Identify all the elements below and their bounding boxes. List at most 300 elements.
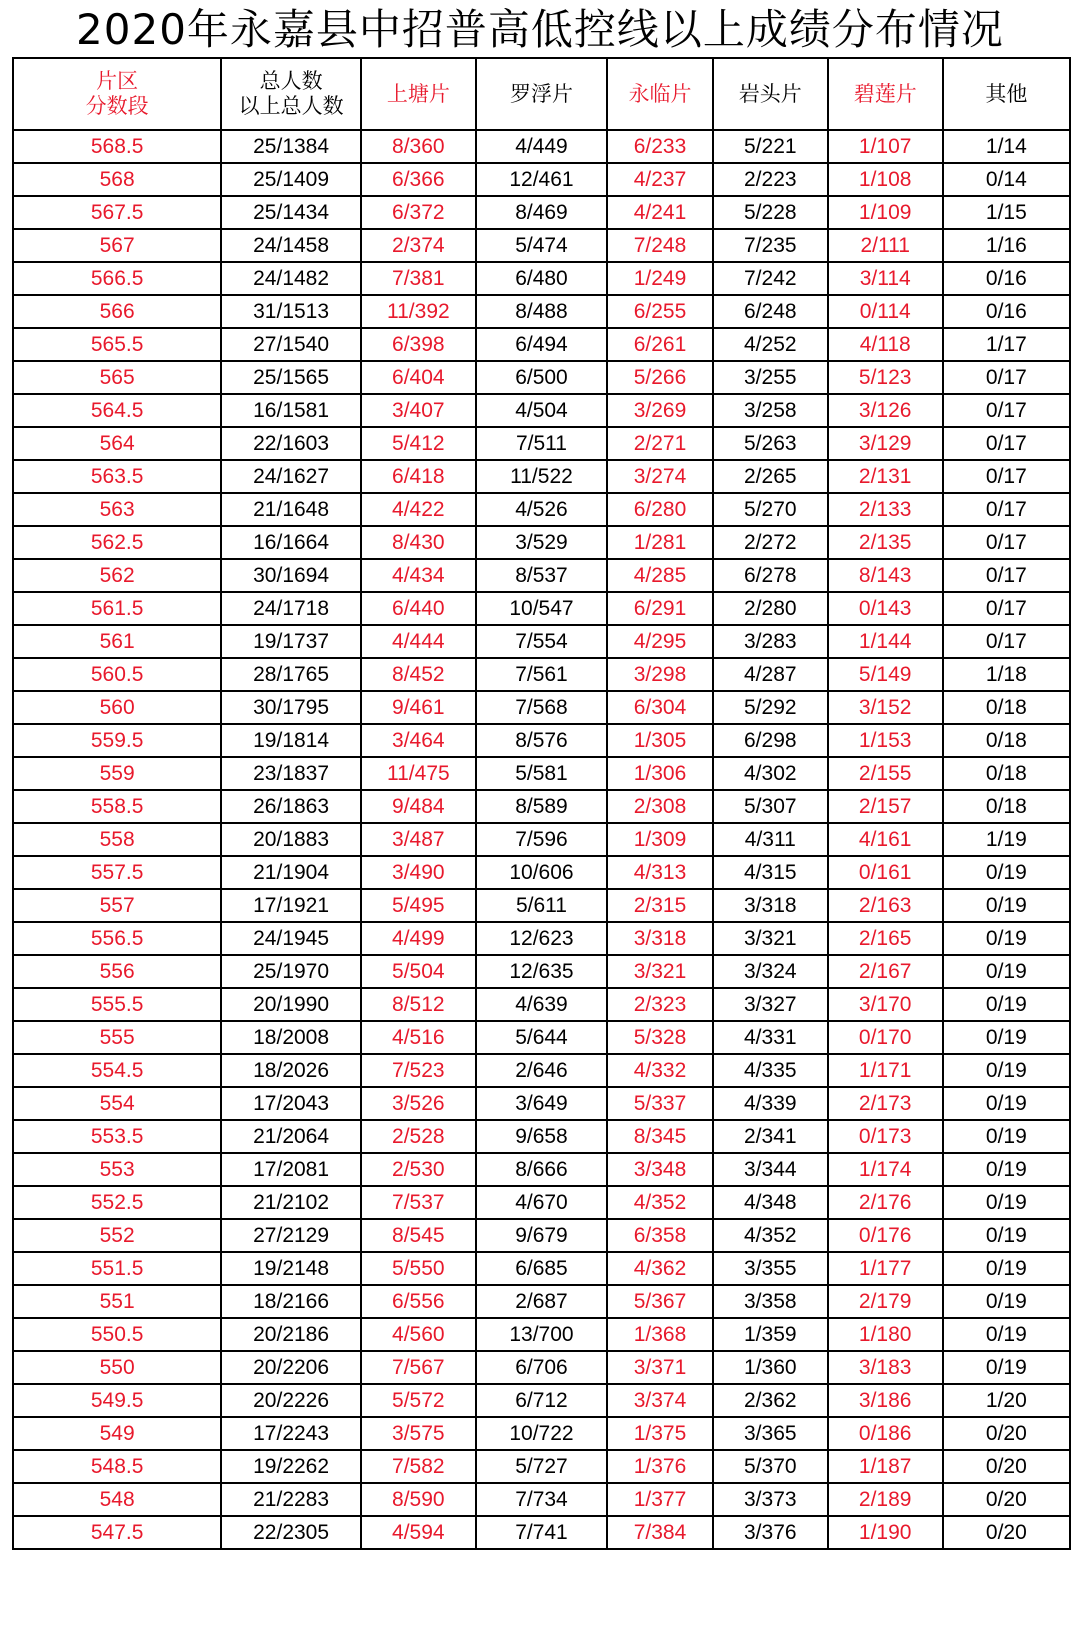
cell-luofu: 5/727: [476, 1450, 607, 1483]
cell-bilian: 4/161: [828, 823, 943, 856]
cell-yonglin: 1/281: [607, 526, 713, 559]
cell-total: 24/1482: [221, 262, 361, 295]
cell-total: 28/1765: [221, 658, 361, 691]
header-total: [221, 58, 361, 130]
cell-total: 21/2102: [221, 1186, 361, 1219]
table-row: [13, 196, 1070, 229]
cell-bilian: 3/129: [828, 427, 943, 460]
cell-shangtang: 6/372: [361, 196, 476, 229]
cell-luofu: 7/561: [476, 658, 607, 691]
cell-luofu: 12/461: [476, 163, 607, 196]
cell-other: 0/18: [943, 724, 1070, 757]
header-bilian: 碧莲片: [828, 58, 943, 130]
cell-total: 21/2064: [221, 1120, 361, 1153]
cell-bilian: 0/176: [828, 1219, 943, 1252]
cell-luofu: 4/670: [476, 1186, 607, 1219]
cell-score: 551.5: [13, 1252, 221, 1285]
table-row: [13, 1351, 1070, 1384]
cell-luofu: 6/500: [476, 361, 607, 394]
table-row: [13, 526, 1070, 559]
cell-yonglin: 3/321: [607, 955, 713, 988]
cell-yonglin: 3/318: [607, 922, 713, 955]
cell-yonglin: 6/291: [607, 592, 713, 625]
cell-total: 21/2283: [221, 1483, 361, 1516]
cell-yantou: 4/315: [713, 856, 828, 889]
cell-shangtang: 7/537: [361, 1186, 476, 1219]
table-row: [13, 790, 1070, 823]
cell-score: 566.5: [13, 262, 221, 295]
cell-total: 19/2148: [221, 1252, 361, 1285]
cell-bilian: 3/152: [828, 691, 943, 724]
cell-bilian: 2/131: [828, 460, 943, 493]
table-row: [13, 955, 1070, 988]
cell-bilian: 3/126: [828, 394, 943, 427]
cell-luofu: 5/644: [476, 1021, 607, 1054]
cell-luofu: 7/734: [476, 1483, 607, 1516]
cell-other: 0/19: [943, 1087, 1070, 1120]
cell-other: 1/15: [943, 196, 1070, 229]
cell-yonglin: 2/323: [607, 988, 713, 1021]
cell-yonglin: 3/348: [607, 1153, 713, 1186]
cell-total: 20/1990: [221, 988, 361, 1021]
cell-score: 563: [13, 493, 221, 526]
cell-shangtang: 8/512: [361, 988, 476, 1021]
table-row: [13, 394, 1070, 427]
cell-total: 18/2026: [221, 1054, 361, 1087]
cell-yantou: 3/258: [713, 394, 828, 427]
cell-shangtang: 6/418: [361, 460, 476, 493]
cell-yonglin: 1/375: [607, 1417, 713, 1450]
cell-shangtang: 7/582: [361, 1450, 476, 1483]
cell-score: 568: [13, 163, 221, 196]
table-row: [13, 493, 1070, 526]
cell-score: 568.5: [13, 130, 221, 163]
cell-other: 0/19: [943, 1120, 1070, 1153]
cell-shangtang: 3/407: [361, 394, 476, 427]
cell-yantou: 5/263: [713, 427, 828, 460]
cell-shangtang: 3/490: [361, 856, 476, 889]
cell-yantou: 4/335: [713, 1054, 828, 1087]
cell-yantou: 3/358: [713, 1285, 828, 1318]
cell-other: 0/19: [943, 1153, 1070, 1186]
header-luofu: 罗浮片: [476, 58, 607, 130]
cell-luofu: 8/537: [476, 559, 607, 592]
cell-luofu: 2/687: [476, 1285, 607, 1318]
cell-yonglin: 2/271: [607, 427, 713, 460]
cell-other: 0/19: [943, 1285, 1070, 1318]
cell-yantou: 3/376: [713, 1516, 828, 1549]
cell-yonglin: 1/249: [607, 262, 713, 295]
cell-score: 549: [13, 1417, 221, 1450]
cell-yonglin: 4/241: [607, 196, 713, 229]
cell-shangtang: 8/430: [361, 526, 476, 559]
cell-yonglin: 3/269: [607, 394, 713, 427]
cell-shangtang: 8/452: [361, 658, 476, 691]
cell-other: 1/20: [943, 1384, 1070, 1417]
cell-other: 0/19: [943, 1186, 1070, 1219]
header-shangtang: 上塘片: [361, 58, 476, 130]
cell-score: 555.5: [13, 988, 221, 1021]
cell-luofu: 7/511: [476, 427, 607, 460]
cell-yantou: 3/283: [713, 625, 828, 658]
cell-score: 553.5: [13, 1120, 221, 1153]
cell-other: 0/19: [943, 1252, 1070, 1285]
cell-total: 30/1795: [221, 691, 361, 724]
page-title: 2020年永嘉县中招普高低控线以上成绩分布情况: [76, 5, 1004, 54]
table-row: [13, 823, 1070, 856]
cell-total: 19/1737: [221, 625, 361, 658]
cell-yonglin: 1/377: [607, 1483, 713, 1516]
cell-other: 0/17: [943, 625, 1070, 658]
cell-other: 1/18: [943, 658, 1070, 691]
cell-yonglin: 1/305: [607, 724, 713, 757]
cell-yonglin: 6/261: [607, 328, 713, 361]
cell-yantou: 4/311: [713, 823, 828, 856]
cell-score: 559.5: [13, 724, 221, 757]
cell-total: 17/1921: [221, 889, 361, 922]
table-row: [13, 1120, 1070, 1153]
table-row: [13, 1153, 1070, 1186]
cell-total: 19/1814: [221, 724, 361, 757]
cell-yonglin: 1/306: [607, 757, 713, 790]
cell-luofu: 3/529: [476, 526, 607, 559]
cell-shangtang: 8/590: [361, 1483, 476, 1516]
table-row: [13, 1318, 1070, 1351]
table-row: [13, 1285, 1070, 1318]
cell-score: 566: [13, 295, 221, 328]
cell-shangtang: 4/422: [361, 493, 476, 526]
cell-luofu: 6/685: [476, 1252, 607, 1285]
cell-score: 560.5: [13, 658, 221, 691]
cell-total: 27/1540: [221, 328, 361, 361]
cell-luofu: 8/589: [476, 790, 607, 823]
cell-other: 0/17: [943, 394, 1070, 427]
table-row: [13, 262, 1070, 295]
cell-yonglin: 3/274: [607, 460, 713, 493]
cell-shangtang: 9/484: [361, 790, 476, 823]
cell-other: 0/18: [943, 790, 1070, 823]
cell-luofu: 4/526: [476, 493, 607, 526]
cell-other: 0/20: [943, 1483, 1070, 1516]
cell-score: 552.5: [13, 1186, 221, 1219]
cell-score: 554.5: [13, 1054, 221, 1087]
cell-total: 27/2129: [221, 1219, 361, 1252]
cell-score: 564.5: [13, 394, 221, 427]
cell-total: 25/1434: [221, 196, 361, 229]
cell-yantou: 4/331: [713, 1021, 828, 1054]
cell-shangtang: 11/392: [361, 295, 476, 328]
cell-other: 0/16: [943, 295, 1070, 328]
table-row: [13, 1219, 1070, 1252]
table-row: [13, 625, 1070, 658]
cell-shangtang: 2/374: [361, 229, 476, 262]
table-row: [13, 361, 1070, 394]
table-row: [13, 922, 1070, 955]
table-row: [13, 1087, 1070, 1120]
cell-luofu: 6/494: [476, 328, 607, 361]
header-region-label: 片区: [96, 69, 139, 93]
cell-yonglin: 6/358: [607, 1219, 713, 1252]
cell-yantou: 3/327: [713, 988, 828, 1021]
cell-yonglin: 2/315: [607, 889, 713, 922]
cell-yonglin: 5/328: [607, 1021, 713, 1054]
cell-yantou: 5/307: [713, 790, 828, 823]
cell-score: 567: [13, 229, 221, 262]
cell-shangtang: 6/398: [361, 328, 476, 361]
cell-bilian: 1/144: [828, 625, 943, 658]
cell-total: 30/1694: [221, 559, 361, 592]
cell-bilian: 2/135: [828, 526, 943, 559]
cell-bilian: 1/187: [828, 1450, 943, 1483]
cell-total: 24/1627: [221, 460, 361, 493]
cell-shangtang: 3/526: [361, 1087, 476, 1120]
table-row: [13, 163, 1070, 196]
cell-score: 558: [13, 823, 221, 856]
cell-bilian: 2/176: [828, 1186, 943, 1219]
cell-other: 0/19: [943, 955, 1070, 988]
cell-luofu: 8/666: [476, 1153, 607, 1186]
header-score-label: 分数段: [85, 94, 149, 118]
cell-bilian: 2/173: [828, 1087, 943, 1120]
cell-yantou: 6/248: [713, 295, 828, 328]
cell-luofu: 10/722: [476, 1417, 607, 1450]
cell-yantou: 3/324: [713, 955, 828, 988]
cell-luofu: 9/658: [476, 1120, 607, 1153]
cell-shangtang: 11/475: [361, 757, 476, 790]
cell-luofu: 12/623: [476, 922, 607, 955]
cell-luofu: 8/576: [476, 724, 607, 757]
cell-yantou: 3/255: [713, 361, 828, 394]
cell-yonglin: 1/368: [607, 1318, 713, 1351]
cell-bilian: 1/108: [828, 163, 943, 196]
cell-shangtang: 6/404: [361, 361, 476, 394]
table-row: [13, 427, 1070, 460]
cell-shangtang: 6/556: [361, 1285, 476, 1318]
cell-score: 547.5: [13, 1516, 221, 1549]
cell-shangtang: 3/487: [361, 823, 476, 856]
table-header-row: [13, 58, 1070, 130]
cell-total: 25/1565: [221, 361, 361, 394]
cell-bilian: 2/167: [828, 955, 943, 988]
cell-score: 564: [13, 427, 221, 460]
cell-yantou: 4/348: [713, 1186, 828, 1219]
cell-total: 17/2243: [221, 1417, 361, 1450]
cell-shangtang: 8/360: [361, 130, 476, 163]
cell-score: 565.5: [13, 328, 221, 361]
cell-score: 549.5: [13, 1384, 221, 1417]
cell-total: 31/1513: [221, 295, 361, 328]
cell-total: 18/2008: [221, 1021, 361, 1054]
cell-score: 562.5: [13, 526, 221, 559]
cell-yantou: 3/321: [713, 922, 828, 955]
cell-luofu: 6/712: [476, 1384, 607, 1417]
cell-score: 565: [13, 361, 221, 394]
cell-bilian: 2/133: [828, 493, 943, 526]
cell-yonglin: 4/295: [607, 625, 713, 658]
cell-yonglin: 6/280: [607, 493, 713, 526]
table-row: [13, 988, 1070, 1021]
cell-other: 0/19: [943, 856, 1070, 889]
cell-yonglin: 4/313: [607, 856, 713, 889]
cell-bilian: 4/118: [828, 328, 943, 361]
cell-other: 0/20: [943, 1516, 1070, 1549]
cell-luofu: 7/554: [476, 625, 607, 658]
cell-score: 554: [13, 1087, 221, 1120]
cell-score: 563.5: [13, 460, 221, 493]
cell-yonglin: 2/308: [607, 790, 713, 823]
cell-total: 25/1409: [221, 163, 361, 196]
cell-yantou: 5/221: [713, 130, 828, 163]
cell-yantou: 4/302: [713, 757, 828, 790]
cell-yantou: 3/318: [713, 889, 828, 922]
cell-yonglin: 5/337: [607, 1087, 713, 1120]
cell-other: 0/19: [943, 988, 1070, 1021]
cell-luofu: 7/596: [476, 823, 607, 856]
cell-yonglin: 7/248: [607, 229, 713, 262]
table-row: [13, 1516, 1070, 1549]
cell-bilian: 0/114: [828, 295, 943, 328]
cell-luofu: 5/474: [476, 229, 607, 262]
cell-total: 16/1581: [221, 394, 361, 427]
table-row: [13, 1252, 1070, 1285]
cell-total: 17/2081: [221, 1153, 361, 1186]
table-row: [13, 229, 1070, 262]
cell-shangtang: 4/499: [361, 922, 476, 955]
cell-yantou: 2/341: [713, 1120, 828, 1153]
cell-total: 19/2262: [221, 1450, 361, 1483]
cell-yantou: 3/355: [713, 1252, 828, 1285]
cell-bilian: 1/190: [828, 1516, 943, 1549]
cell-yonglin: 3/298: [607, 658, 713, 691]
cell-yantou: 2/280: [713, 592, 828, 625]
cell-yonglin: 4/362: [607, 1252, 713, 1285]
cell-luofu: 5/611: [476, 889, 607, 922]
cell-other: 0/17: [943, 526, 1070, 559]
cell-total: 20/2226: [221, 1384, 361, 1417]
table-row: [13, 460, 1070, 493]
cell-yantou: 2/362: [713, 1384, 828, 1417]
cell-yonglin: 4/332: [607, 1054, 713, 1087]
cell-bilian: 0/170: [828, 1021, 943, 1054]
cell-yantou: 4/252: [713, 328, 828, 361]
cell-yonglin: 1/309: [607, 823, 713, 856]
cell-total: 24/1458: [221, 229, 361, 262]
cell-bilian: 0/173: [828, 1120, 943, 1153]
cell-shangtang: 4/444: [361, 625, 476, 658]
cell-yantou: 5/292: [713, 691, 828, 724]
cell-score: 556.5: [13, 922, 221, 955]
cell-shangtang: 5/495: [361, 889, 476, 922]
cell-yonglin: 8/345: [607, 1120, 713, 1153]
cell-other: 0/19: [943, 1219, 1070, 1252]
cell-luofu: 7/741: [476, 1516, 607, 1549]
table-row: [13, 559, 1070, 592]
cell-bilian: 3/186: [828, 1384, 943, 1417]
cell-score: 548: [13, 1483, 221, 1516]
cell-total: 21/1904: [221, 856, 361, 889]
cell-score: 558.5: [13, 790, 221, 823]
table-row: [13, 856, 1070, 889]
cell-other: 0/16: [943, 262, 1070, 295]
cell-shangtang: 8/545: [361, 1219, 476, 1252]
cell-luofu: 4/639: [476, 988, 607, 1021]
cell-score: 562: [13, 559, 221, 592]
header-other: 其他: [943, 58, 1070, 130]
cell-score: 557: [13, 889, 221, 922]
cell-shangtang: 7/381: [361, 262, 476, 295]
cell-bilian: 3/170: [828, 988, 943, 1021]
table-row: [13, 889, 1070, 922]
cell-luofu: 12/635: [476, 955, 607, 988]
cell-shangtang: 5/572: [361, 1384, 476, 1417]
cell-score: 552: [13, 1219, 221, 1252]
cell-other: 1/16: [943, 229, 1070, 262]
table-row: [13, 1186, 1070, 1219]
table-row: [13, 592, 1070, 625]
cell-bilian: 2/157: [828, 790, 943, 823]
cell-shangtang: 4/594: [361, 1516, 476, 1549]
cell-other: 0/17: [943, 559, 1070, 592]
cell-bilian: 0/161: [828, 856, 943, 889]
cell-shangtang: 4/560: [361, 1318, 476, 1351]
cell-yantou: 2/272: [713, 526, 828, 559]
cell-score: 559: [13, 757, 221, 790]
cell-yantou: 5/228: [713, 196, 828, 229]
cell-score: 557.5: [13, 856, 221, 889]
cell-shangtang: 6/366: [361, 163, 476, 196]
cell-yantou: 3/365: [713, 1417, 828, 1450]
cell-total: 24/1945: [221, 922, 361, 955]
cell-bilian: 5/149: [828, 658, 943, 691]
cell-yantou: 7/235: [713, 229, 828, 262]
cell-yonglin: 6/255: [607, 295, 713, 328]
cell-bilian: 3/114: [828, 262, 943, 295]
header-yonglin: 永临片: [607, 58, 713, 130]
cell-bilian: 0/143: [828, 592, 943, 625]
cell-other: 0/19: [943, 1054, 1070, 1087]
cell-score: 561: [13, 625, 221, 658]
cell-bilian: 1/174: [828, 1153, 943, 1186]
cell-total: 22/1603: [221, 427, 361, 460]
cell-total: 16/1664: [221, 526, 361, 559]
header-cumulative-label: 以上总人数: [238, 94, 344, 118]
table-row: [13, 1384, 1070, 1417]
cell-other: 0/19: [943, 1351, 1070, 1384]
cell-shangtang: 9/461: [361, 691, 476, 724]
cell-total: 20/2186: [221, 1318, 361, 1351]
table-row: [13, 1021, 1070, 1054]
cell-bilian: 1/171: [828, 1054, 943, 1087]
cell-total: 26/1863: [221, 790, 361, 823]
table-row: [13, 295, 1070, 328]
cell-yantou: 5/270: [713, 493, 828, 526]
cell-yantou: 7/242: [713, 262, 828, 295]
cell-yonglin: 1/376: [607, 1450, 713, 1483]
cell-shangtang: 7/567: [361, 1351, 476, 1384]
cell-bilian: 8/143: [828, 559, 943, 592]
cell-bilian: 1/109: [828, 196, 943, 229]
cell-total: 24/1718: [221, 592, 361, 625]
cell-total: 20/2206: [221, 1351, 361, 1384]
cell-yantou: 4/339: [713, 1087, 828, 1120]
cell-bilian: 1/153: [828, 724, 943, 757]
cell-shangtang: 7/523: [361, 1054, 476, 1087]
cell-total: 22/2305: [221, 1516, 361, 1549]
table-row: [13, 724, 1070, 757]
cell-total: 23/1837: [221, 757, 361, 790]
cell-yonglin: 6/304: [607, 691, 713, 724]
cell-yonglin: 3/371: [607, 1351, 713, 1384]
